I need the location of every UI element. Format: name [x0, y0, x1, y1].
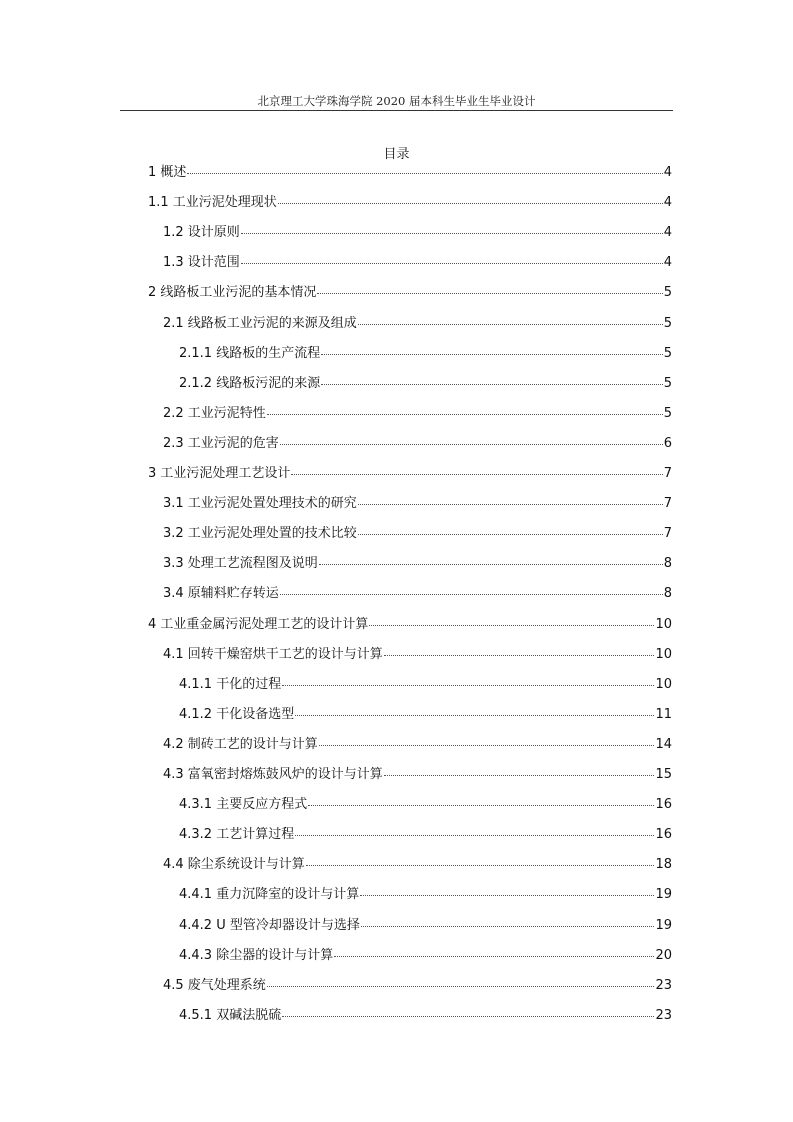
toc-dot-leader: [282, 675, 654, 686]
toc-entry-label: 4.4 除尘系统设计与计算: [163, 857, 305, 873]
toc-entry-label: 4.3 富氧密封熔炼鼓风炉的设计与计算: [163, 767, 383, 782]
toc-entry-label: 2.2 工业污泥特性: [163, 405, 266, 421]
toc-entry[interactable]: [163, 225, 672, 241]
toc-entry[interactable]: [179, 376, 672, 392]
toc-entry-label: 3 工业污泥处理工艺设计: [148, 466, 291, 481]
toc-entry-label: 4.1 回转干燥窑烘干工艺的设计与计算: [163, 646, 383, 662]
toc-dot-leader: [280, 434, 663, 445]
toc-entry-label: 4 工业重金属污泥处理工艺的设计计算: [148, 616, 369, 632]
toc-entry[interactable]: [163, 526, 672, 542]
toc-entry[interactable]: [163, 586, 672, 602]
toc-dot-leader: [361, 916, 655, 927]
toc-dot-leader: [319, 735, 655, 746]
toc-entry-label: 4.4.2 U 型管冷却器设计与选择: [179, 917, 360, 933]
toc-entry[interactable]: [163, 255, 672, 271]
toc-entry-label: 4.4.1 重力沉降室的设计与计算: [179, 887, 360, 903]
toc-entry[interactable]: [163, 857, 672, 873]
toc-entry-page: 14: [655, 736, 672, 752]
toc-dot-leader: [187, 163, 662, 174]
toc-entry[interactable]: [179, 1008, 672, 1024]
toc-entry[interactable]: [163, 406, 672, 422]
toc-entry-page: 7: [663, 466, 672, 481]
toc-entry-label: 2.3 工业污泥的危害: [163, 435, 279, 451]
toc-dot-leader: [321, 374, 663, 385]
toc-entry-label: 2.1.2 线路板污泥的来源: [179, 375, 321, 391]
toc-entry-page: 15: [655, 767, 672, 782]
toc-entry[interactable]: [163, 556, 672, 572]
toc-entry-label: 4.4.3 除尘器的设计与计算: [179, 947, 334, 963]
toc-entry-page: 5: [663, 375, 672, 391]
toc-entry-label: 4.3.1 主要反应方程式: [179, 797, 308, 813]
toc-entry-label: 4.2 制砖工艺的设计与计算: [163, 736, 318, 752]
toc-entry-label: 4.1.1 干化的过程: [179, 676, 282, 692]
toc-entry-page: 19: [655, 917, 672, 933]
header-rule: [120, 110, 673, 111]
toc-entry-page: 10: [655, 616, 672, 632]
toc-dot-leader: [241, 223, 663, 234]
toc-entry[interactable]: [179, 948, 672, 964]
toc-entry-page: 10: [655, 676, 672, 692]
toc-entry-label: 4.5.1 双碱法脱硫: [179, 1007, 282, 1023]
toc-entry-label: 1.3 设计范围: [163, 255, 240, 271]
toc-dot-leader: [295, 825, 654, 836]
toc-entry[interactable]: [148, 617, 672, 633]
toc-dot-leader: [321, 344, 663, 355]
toc-entry[interactable]: [148, 195, 672, 211]
page-header: 北京理工大学珠海学院 2020 届本科生毕业生毕业设计: [257, 94, 536, 108]
toc-entry-label: 3.4 原辅料贮存转运: [163, 586, 279, 602]
toc-entry-page: 10: [655, 646, 672, 662]
toc-dot-leader: [360, 885, 654, 896]
toc-entry-page: 8: [663, 586, 672, 602]
toc-entry-page: 4: [663, 255, 672, 271]
toc-entry-label: 4.1.2 干化设备选型: [179, 706, 295, 722]
toc-entry-label: 3.3 处理工艺流程图及说明: [163, 556, 318, 572]
toc-entry[interactable]: [179, 918, 672, 934]
toc-dot-leader: [291, 464, 662, 475]
toc-entry-page: 23: [655, 1007, 672, 1023]
toc-dot-leader: [317, 283, 662, 294]
toc-entry[interactable]: [179, 827, 672, 843]
toc-dot-leader: [267, 404, 663, 415]
toc-entry-label: 2.1 线路板工业污泥的来源及组成: [163, 315, 357, 331]
toc-dot-leader: [306, 855, 655, 866]
toc-entry[interactable]: [163, 767, 672, 783]
toc-dot-leader: [369, 615, 654, 626]
toc-entry-page: 16: [655, 797, 672, 813]
toc-dot-leader: [278, 193, 663, 204]
toc-dot-leader: [358, 524, 663, 535]
toc-entry[interactable]: [179, 707, 672, 723]
toc-entry[interactable]: [148, 466, 672, 482]
toc-dot-leader: [308, 795, 654, 806]
toc-entry-page: 4: [663, 165, 672, 180]
toc-entry[interactable]: [148, 285, 672, 301]
toc-entry-page: 11: [655, 706, 672, 722]
toc-entry-label: 4.3.2 工艺计算过程: [179, 827, 295, 843]
toc-dot-leader: [282, 1006, 654, 1017]
toc-dot-leader: [295, 705, 654, 716]
toc-entry[interactable]: [163, 436, 672, 452]
toc-entry[interactable]: [163, 647, 672, 663]
toc-entry-label: 2.1.1 线路板的生产流程: [179, 345, 321, 361]
toc-entry-label: 4.5 废气处理系统: [163, 977, 266, 993]
toc-dot-leader: [267, 976, 655, 987]
toc-entry-page: 5: [663, 285, 672, 301]
toc-entry[interactable]: [163, 316, 672, 332]
toc-entry-label: 1.2 设计原则: [163, 225, 240, 241]
toc-title: 目录: [383, 147, 410, 162]
toc-entry-page: 18: [655, 857, 672, 873]
toc-entry[interactable]: [179, 887, 672, 903]
toc-entry-page: 4: [663, 225, 672, 241]
toc-dot-leader: [319, 554, 663, 565]
toc-dot-leader: [384, 765, 655, 776]
toc-entry[interactable]: [163, 496, 672, 512]
toc-entry[interactable]: [179, 797, 672, 813]
toc-entry-page: 7: [663, 526, 672, 542]
toc-entry-page: 5: [663, 315, 672, 331]
toc-dot-leader: [334, 946, 654, 957]
toc-dot-leader: [241, 253, 663, 264]
toc-entry[interactable]: [163, 978, 672, 994]
toc-entry-page: 8: [663, 556, 672, 572]
toc-entry[interactable]: [163, 737, 672, 753]
toc-entry-label: 3.2 工业污泥处理处置的技术比较: [163, 526, 357, 542]
toc-entry-label: 2 线路板工业污泥的基本情况: [148, 285, 317, 301]
toc-entry-page: 20: [655, 947, 672, 963]
toc-entry-label: 1 概述: [148, 165, 187, 180]
toc-dot-leader: [358, 494, 663, 505]
toc-entry-page: 7: [663, 496, 672, 512]
toc-entry[interactable]: [148, 165, 672, 181]
toc-entry-page: 6: [663, 435, 672, 451]
toc-entry-page: 16: [655, 827, 672, 843]
toc-dot-leader: [358, 314, 663, 325]
toc-entry-label: 1.1 工业污泥处理现状: [148, 195, 277, 211]
toc-entry[interactable]: [179, 346, 672, 362]
toc-dot-leader: [280, 584, 663, 595]
toc-entry[interactable]: [179, 677, 672, 693]
toc-entry-page: 4: [663, 195, 672, 211]
toc-entry-page: 23: [655, 977, 672, 993]
toc-entry-page: 19: [655, 887, 672, 903]
toc-entry-page: 5: [663, 405, 672, 421]
toc-entry-label: 3.1 工业污泥处置处理技术的研究: [163, 496, 357, 512]
toc-entry-page: 5: [663, 345, 672, 361]
toc-dot-leader: [384, 645, 655, 656]
